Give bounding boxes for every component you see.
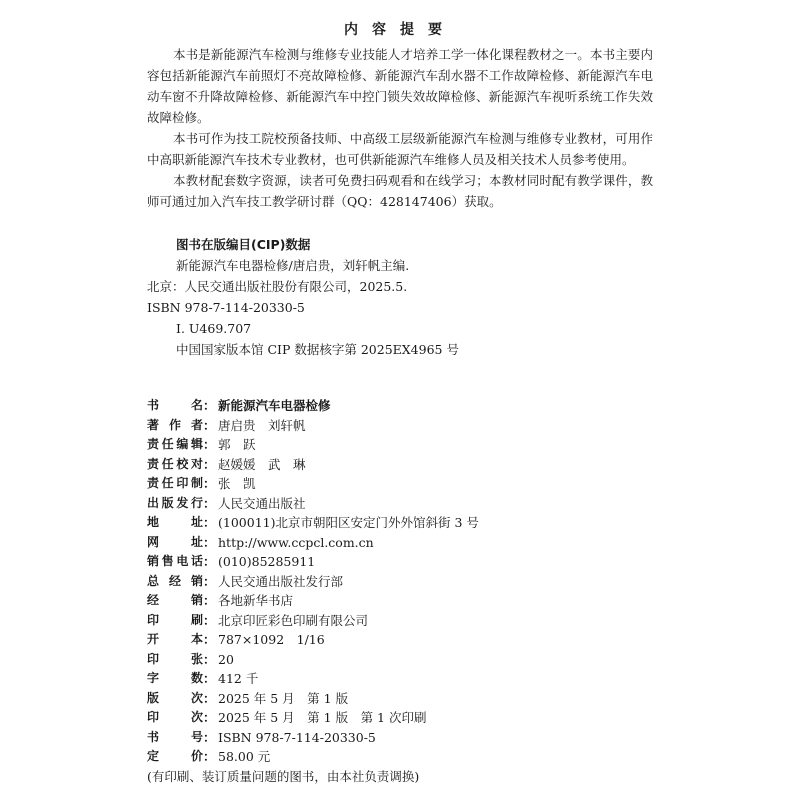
cip-publisher-line: 北京：人民交通出版社股份有限公司，2025.5. [147,279,408,294]
cip-classification-line: Ⅰ. U469.707 [176,321,252,336]
colophon-label: 书号 [147,729,203,744]
colophon-label: 印次 [147,710,203,724]
colophon-value: 58.00 元 [218,749,271,764]
colophon-label: 销售电话 [147,554,203,568]
colon: ： [203,515,216,530]
colophon-label: 责任校对 [147,456,203,471]
colophon-label: 责任印制 [147,476,203,490]
colophon-row [147,455,707,475]
colon: ： [203,417,216,433]
colophon-value: 20 [218,651,234,667]
colophon-row [147,513,707,533]
colon: ： [203,710,216,725]
colophon-value: 人民交通出版社发行部 [218,573,344,589]
colophon-row [147,533,707,553]
colophon-value: 赵媛媛 武 琳 [218,456,306,472]
colophon-label: 著作者 [147,417,203,432]
colophon-row [147,747,707,767]
colon: ： [203,495,216,511]
summary-section [147,44,653,212]
summary-title: 内容提要 [344,22,456,38]
colon: ： [203,398,216,413]
colon: ： [203,437,216,452]
colon: ： [203,632,216,647]
colophon-row [147,474,707,494]
colophon-value: 人民交通出版社 [218,495,306,511]
colophon-row [147,552,707,572]
colophon-value: 唐启贵 刘轩帆 [218,417,306,433]
colophon-value: http://www.ccpcl.com.cn [218,534,374,550]
colophon-row [147,416,707,436]
colophon-row [147,494,707,514]
colon: ： [203,573,216,589]
colophon-value: ISBN 978-7-114-20330-5 [218,729,376,745]
colophon-value: (100011)北京市朝阳区安定门外外馆斜街 3 号 [218,515,479,530]
cip-record-line: 中国国家版本馆 CIP 数据核字第 2025EX4965 号 [176,342,459,357]
colophon-value: 新能源汽车电器检修 [218,398,331,413]
colophon-label: 地址 [147,515,203,529]
colon: ： [203,476,216,491]
colon: ： [203,729,216,745]
colophon-value: 郭 跃 [218,437,256,452]
colophon-row [147,611,707,631]
colophon-value: 北京印匠彩色印刷有限公司 [218,612,369,628]
colon: ： [203,534,216,550]
summary-paragraph: 本教材配套数字资源，读者可免费扫码观看和在线学习；本教材同时配有教学课件，教师可通过加入汽车技工教学研讨群（QQ：428147406）获取。 [147,173,653,209]
colophon-value: 各地新华书店 [218,593,294,608]
colophon-label: 责任编辑 [147,437,203,451]
colon: ： [203,612,216,628]
colophon-label: 出版发行 [147,495,203,510]
colon: ： [203,554,216,569]
colophon-row [147,708,707,728]
colon: ： [203,690,216,706]
colophon-row [147,572,707,592]
colophon-value: 2025 年 5 月 第 1 版 [218,690,349,706]
cip-heading: 图书在版编目(CIP)数据 [176,237,311,252]
colophon-label: 版次 [147,690,203,705]
colophon-row [147,650,707,670]
colophon-row [147,591,707,611]
colophon-value: 412 千 [218,671,259,686]
colon: ： [203,593,216,608]
colophon-row [147,630,707,650]
colophon-value: 787×1092 1/16 [218,632,325,647]
summary-paragraph: 本书可作为技工院校预备技师、中高级工层级新能源汽车检测与维修专业教材，可用作中高职新能源汽车技术专业教材，也可供新能源汽车维修人员及相关技术人员参考使用。 [147,131,653,167]
colophon-label: 印刷 [147,612,203,627]
cip-title-line: 新能源汽车电器检修/唐启贵，刘轩帆主编. [176,258,410,273]
colophon-row [147,435,707,455]
colophon-row [147,669,707,689]
colophon-label: 经销 [147,593,203,607]
colophon-row [147,396,707,416]
colophon-row [147,728,707,748]
cip-isbn-line: ISBN 978-7-114-20330-5 [147,300,305,315]
colophon-label: 印张 [147,651,203,666]
colon: ： [203,749,216,764]
colophon-label: 书名 [147,398,203,412]
colophon-label: 总经销 [147,573,203,588]
colophon-label: 定价 [147,749,203,763]
colophon [147,396,707,786]
colophon-label: 网址 [147,534,203,549]
colophon-label: 字数 [147,671,203,685]
quality-notice: (有印刷、装订质量问题的图书，由本社负责调换) [147,768,420,784]
colon: ： [203,651,216,667]
colophon-value: 张 凯 [218,476,256,491]
summary-paragraph: 本书是新能源汽车检测与维修专业技能人才培养工学一体化课程教材之一。本书主要内容包括新能源汽车前照灯不亮故障检修、新能源汽车刮水器不工作故障检修、新能源汽车电动车窗不升降故障检修、新能源汽车中控门锁失效故障检修、新能源汽车视听系统工作失效故障检修。 [147,47,653,125]
colon: ： [203,671,216,686]
cip-section [147,234,707,360]
colophon-value: (010)85285911 [218,554,316,569]
colon: ： [203,456,216,472]
colophon-value: 2025 年 5 月 第 1 版 第 1 次印刷 [218,710,427,725]
colophon-row [147,689,707,709]
colophon-label: 开本 [147,632,203,646]
